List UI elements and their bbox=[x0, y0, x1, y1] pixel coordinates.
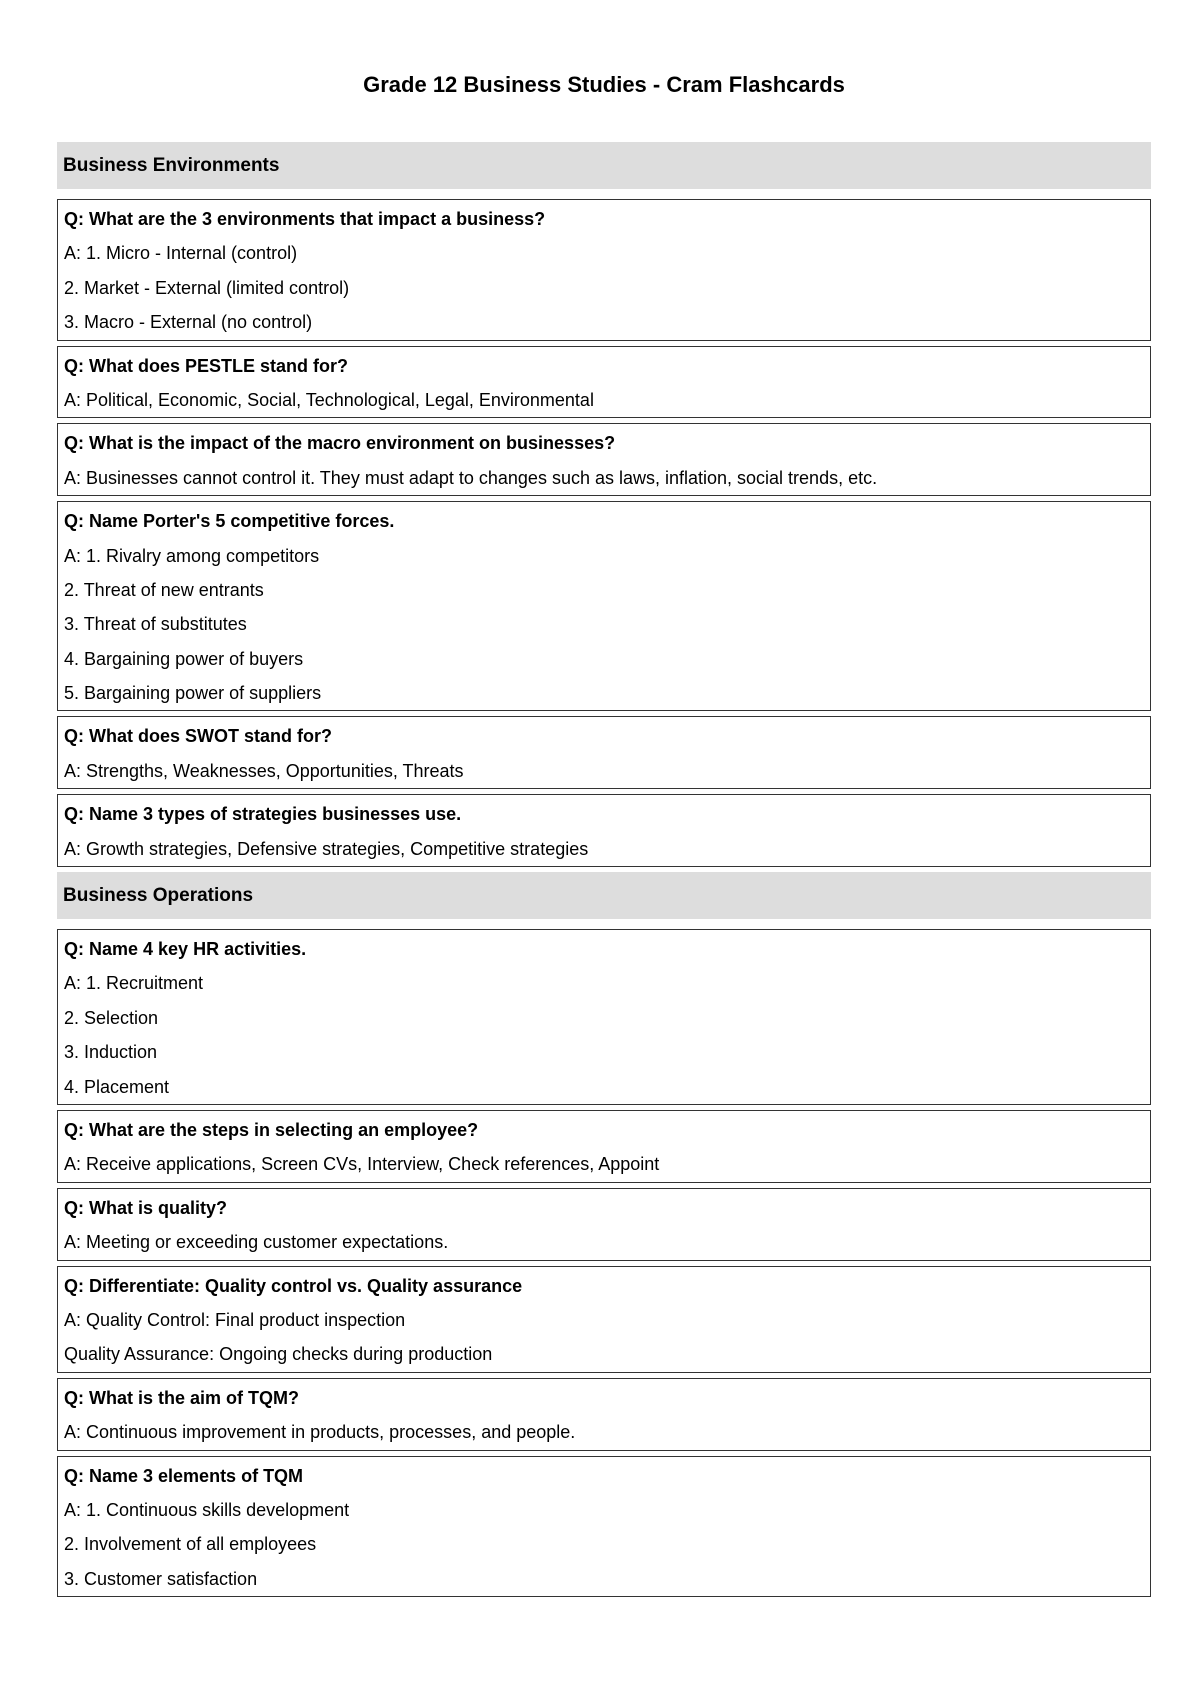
flashcard-question: Q: What does SWOT stand for? bbox=[64, 726, 332, 747]
section-heading: Business Environments bbox=[57, 142, 1151, 189]
flashcard-answer-line: A: Political, Economic, Social, Technological, Legal, Environmental bbox=[64, 389, 594, 410]
flashcard-answer-line: 3. Threat of substitutes bbox=[64, 614, 247, 635]
flashcard bbox=[57, 1266, 1151, 1373]
flashcard-question: Q: Name Porter's 5 competitive forces. bbox=[64, 511, 395, 532]
flashcard bbox=[57, 794, 1151, 867]
flashcard-question: Q: Name 3 types of strategies businesses use. bbox=[64, 804, 462, 825]
flashcard-answer-line: 2. Involvement of all employees bbox=[64, 1534, 317, 1555]
flashcard-question: Q: What are the steps in selecting an employee? bbox=[64, 1119, 479, 1140]
flashcard-question: Q: Name 3 elements of TQM bbox=[64, 1465, 304, 1486]
flashcard-answer-line: A: 1. Continuous skills development bbox=[64, 1499, 350, 1520]
flashcard-answer-line: A: 1. Rivalry among competitors bbox=[64, 545, 320, 566]
flashcard bbox=[57, 501, 1151, 711]
flashcard bbox=[57, 929, 1151, 1105]
flashcard-question: Q: What is quality? bbox=[64, 1197, 228, 1218]
flashcard-answer-line: 4. Bargaining power of buyers bbox=[64, 648, 304, 669]
flashcard-answer-line: 3. Induction bbox=[64, 1042, 158, 1063]
flashcard-answer-line: A: Continuous improvement in products, processes, and people. bbox=[64, 1422, 576, 1443]
flashcard bbox=[57, 1110, 1151, 1183]
flashcard-question: Q: What does PESTLE stand for? bbox=[64, 355, 349, 376]
flashcard-answer-line: 3. Macro - External (no control) bbox=[64, 312, 313, 333]
flashcard-answer-line: A: Meeting or exceeding customer expectations. bbox=[64, 1232, 449, 1253]
flashcard-question: Q: Differentiate: Quality control vs. Quality assurance bbox=[64, 1275, 523, 1296]
flashcard-answer-line: 2. Selection bbox=[64, 1007, 159, 1028]
flashcard bbox=[57, 1378, 1151, 1451]
section-heading: Business Operations bbox=[57, 872, 1151, 919]
flashcard-answer-line: 2. Market - External (limited control) bbox=[64, 277, 350, 298]
flashcard-answer-line: A: 1. Micro - Internal (control) bbox=[64, 243, 298, 264]
flashcard bbox=[57, 199, 1151, 341]
flashcard bbox=[57, 716, 1151, 789]
flashcard-section bbox=[57, 872, 1151, 1597]
flashcard-content bbox=[57, 142, 1151, 1602]
flashcard bbox=[57, 423, 1151, 496]
flashcard-section bbox=[57, 142, 1151, 867]
flashcard-answer-line: A: Growth strategies, Defensive strategies, Competitive strategies bbox=[64, 838, 589, 859]
flashcard-question: Q: What is the aim of TQM? bbox=[64, 1387, 299, 1408]
flashcard-answer-line: Quality Assurance: Ongoing checks during production bbox=[64, 1344, 493, 1365]
flashcard bbox=[57, 1188, 1151, 1261]
flashcard-answer-line: A: 1. Recruitment bbox=[64, 973, 204, 994]
flashcard-question: Q: Name 4 key HR activities. bbox=[64, 939, 307, 960]
flashcard-answer-line: A: Quality Control: Final product inspection bbox=[64, 1309, 406, 1330]
flashcard-question: Q: What is the impact of the macro environment on businesses? bbox=[64, 433, 616, 454]
flashcard-answer-line: 4. Placement bbox=[64, 1076, 170, 1097]
flashcard-answer-line: A: Businesses cannot control it. They must adapt to changes such as laws, inflation, social trends, etc. bbox=[64, 467, 878, 488]
flashcard-answer-line: 5. Bargaining power of suppliers bbox=[64, 683, 322, 704]
flashcard bbox=[57, 1456, 1151, 1598]
flashcard-answer-line: A: Strengths, Weaknesses, Opportunities, Threats bbox=[64, 760, 464, 781]
flashcard-answer-line: 2. Threat of new entrants bbox=[64, 579, 264, 600]
flashcard bbox=[57, 346, 1151, 419]
flashcard-answer-line: 3. Customer satisfaction bbox=[64, 1568, 258, 1589]
document-title: Grade 12 Business Studies - Cram Flashcards bbox=[363, 72, 845, 97]
flashcard-answer-line: A: Receive applications, Screen CVs, Interview, Check references, Appoint bbox=[64, 1154, 660, 1175]
flashcard-question: Q: What are the 3 environments that impact a business? bbox=[64, 209, 546, 229]
